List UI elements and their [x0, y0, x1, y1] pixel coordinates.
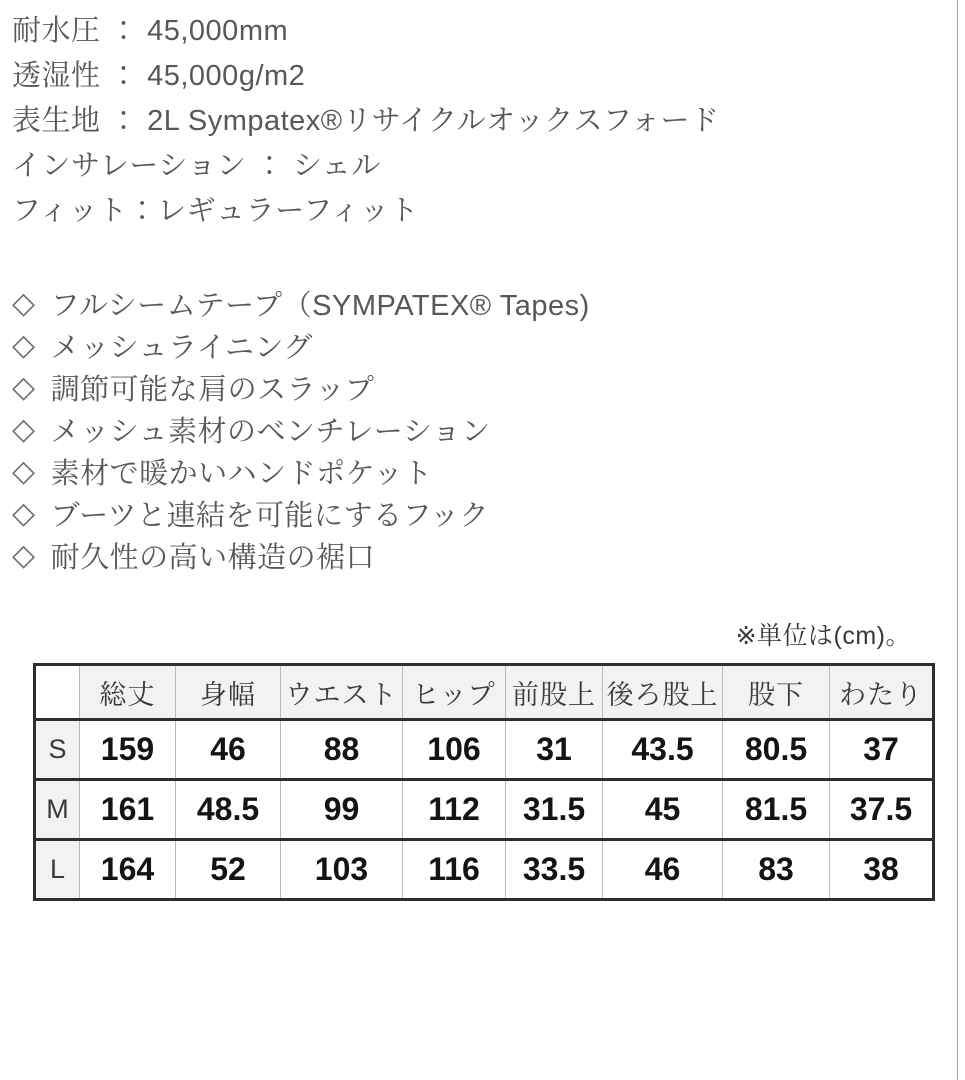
spec-water-resistance: 耐水圧 ： 45,000mm [12, 15, 289, 47]
feature-text: 調節可能な肩のスラップ [50, 373, 375, 406]
diamond-icon: ◇ [12, 412, 36, 446]
column-header-back-rise: 後ろ股上 [603, 665, 723, 720]
diamond-icon: ◇ [12, 538, 36, 572]
table-cell: 37 [830, 720, 934, 780]
table-cell: 83 [723, 840, 830, 900]
column-header-total-length: 総丈 [80, 665, 176, 720]
table-cell: 80.5 [723, 720, 830, 780]
table-row [35, 780, 934, 840]
list-item [12, 492, 965, 534]
list-item [12, 366, 965, 408]
feature-text: メッシュライニング [50, 331, 313, 364]
feature-text: メッシュ素材のベンチレーション [50, 415, 491, 448]
size-label: S [35, 720, 80, 780]
column-header-hip: ヒップ [403, 665, 506, 720]
list-item [12, 534, 965, 576]
list-item [12, 324, 965, 366]
table-cell: 81.5 [723, 780, 830, 840]
list-item [12, 282, 965, 324]
table-cell: 43.5 [603, 720, 723, 780]
table-cell: 38 [830, 840, 934, 900]
table-cell: 37.5 [830, 780, 934, 840]
table-row [35, 720, 934, 780]
table-cell: 52 [176, 840, 281, 900]
table-header-row [35, 665, 934, 720]
table-cell: 88 [281, 720, 403, 780]
diamond-icon: ◇ [12, 454, 36, 488]
diamond-icon: ◇ [12, 286, 36, 320]
feature-list [12, 282, 965, 576]
spec-outer-fabric: 表生地 ： 2L Sympatex®リサイクルオックスフォード [12, 105, 720, 137]
table-cell: 106 [403, 720, 506, 780]
column-header-thigh-width: わたり [830, 665, 934, 720]
table-cell: 46 [603, 840, 723, 900]
table-cell: 103 [281, 840, 403, 900]
table-cell: 45 [603, 780, 723, 840]
table-cell: 112 [403, 780, 506, 840]
table-cell: 48.5 [176, 780, 281, 840]
table-cell: 33.5 [506, 840, 603, 900]
feature-text: 耐久性の高い構造の裾口 [50, 541, 376, 574]
unit-note: ※単位は(cm)。 [735, 622, 911, 650]
table-row [35, 840, 934, 900]
feature-text: フルシームテープ（SYMPATEX® Tapes) [50, 289, 590, 322]
table-cell: 161 [80, 780, 176, 840]
size-chart-table [33, 663, 935, 901]
spec-breathability: 透湿性 ： 45,000g/m2 [12, 60, 306, 92]
list-item [12, 408, 965, 450]
spec-fit: フィット：レギュラーフィット [12, 195, 419, 227]
table-cell: 31.5 [506, 780, 603, 840]
list-item [12, 450, 965, 492]
column-header-inseam: 股下 [723, 665, 830, 720]
table-cell: 164 [80, 840, 176, 900]
table-cell: 99 [281, 780, 403, 840]
feature-text: ブーツと連結を可能にするフック [50, 499, 490, 532]
column-header-waist: ウエスト [281, 665, 403, 720]
column-header-front-rise: 前股上 [506, 665, 603, 720]
right-edge-divider [957, 0, 958, 1080]
feature-text: 素材で暖かいハンドポケット [50, 457, 433, 490]
diamond-icon: ◇ [12, 328, 36, 362]
size-label: L [35, 840, 80, 900]
table-cell: 46 [176, 720, 281, 780]
table-cell: 116 [403, 840, 506, 900]
diamond-icon: ◇ [12, 370, 36, 404]
table-cell: 31 [506, 720, 603, 780]
spec-insulation: インサレーション ： シェル [12, 150, 381, 182]
size-label: M [35, 780, 80, 840]
table-cell: 159 [80, 720, 176, 780]
spec-list [0, 0, 965, 234]
diamond-icon: ◇ [12, 496, 36, 530]
column-header-body-width: 身幅 [176, 665, 281, 720]
table-corner-cell [35, 665, 80, 720]
